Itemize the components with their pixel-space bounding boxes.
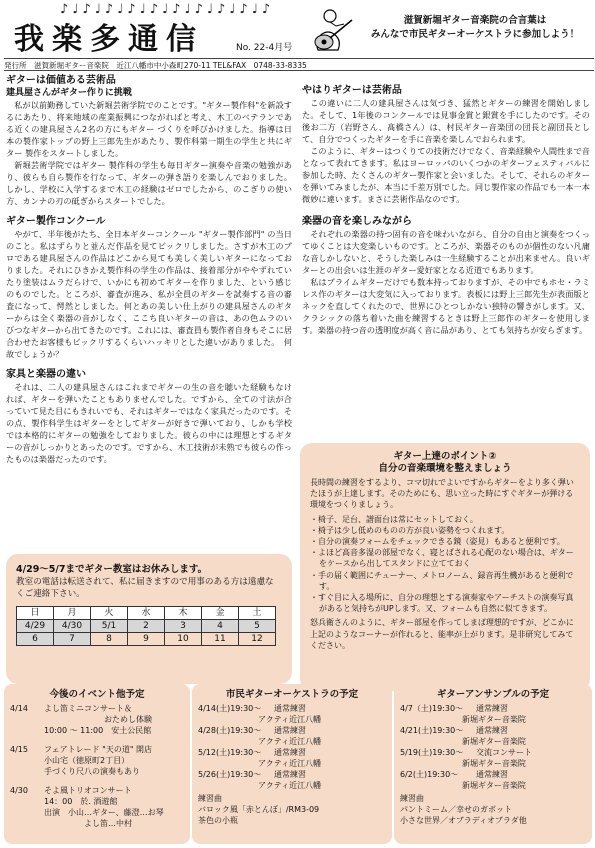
paragraph: このように、ギターはつくりての技術だけでなく、音楽経験や人間性まで音となって表れてきます。私はヨーロッパのいくつかのギターフェスティバルに参加した時、たくさんのギター製作家と会いました。そして、それらのギターを弾いてみましたが、本当に千差万別でした。同じ製作家の作品でも一本一本微妙に違います。まさに芸術作品なのです。 — [302, 146, 590, 204]
repertoire — [400, 793, 586, 826]
repertoire-item: パントミーム／幸せのガボット — [400, 805, 512, 814]
calendar-day-header: 土 — [239, 607, 276, 620]
paragraph: やがて、半年後がたち、全日本ギターコンクール "ギター製作部門" の当日のこと。私はずらりと並んだ作品を見てビックリしました。さすが木工のプロである建具屋さんの作品はどこから見ても美しく美しいギターになっておりました。それにひきかえ製作科の学生の作品は、接着部分がややずれていたり塗装はムラだらけで、いかにも初めてギターを作りました、という感じのものでした。ところが、審査が進み、私が全員のギターを試奏する音の審査になって、愕然としました。何とあの美しい仕上がりの建具屋さんのギターからは全く楽器の音がしなく、ここち良いギターの音は、あの色ムラのいびつなギターから出てきたのです。これには、審査員も製作者自身もそこに居合わせたお客様もビックリするくらいハッキリとした違いがありました。 何故でしょうか？ — [6, 229, 292, 359]
announcement — [362, 14, 588, 42]
event-date: 4/30 — [10, 786, 28, 795]
publisher-line: 発行所 滋賀新堀ギター音楽院 近江八幡市中小森町270-11 TEL&FAX 0748-33-8335 — [4, 58, 594, 71]
newsletter-title: 我楽多通信 — [14, 22, 204, 57]
paragraph: それぞれの楽器の持つ固有の音を味わいながら、自分の自由と演奏をつくってゆくことは大変楽しいものです。ところが、楽器そのものが個性のない凡庸な音しかしないと、そうした楽しみは一生経験することが出来ません。良いギターとの出会いは生涯のギター愛好家となる近道でもあります。 — [302, 229, 590, 275]
schedule-venue: 新堀ギター音楽院 — [462, 781, 526, 790]
repertoire-item: 小さな世界／オブラディオブラダ他 — [400, 816, 527, 825]
repertoire-heading: 練習曲 — [400, 794, 424, 803]
tips-item: ・よほど高音多湿の部屋でなく、寝とばされる心配のない場合は、ギターをケースから出してスタンドに立てておく — [310, 548, 574, 569]
schedule-date: 4/28(土)19:30～ — [198, 726, 262, 735]
ensemble-heading: ギターアンサンブルの予定 — [436, 689, 550, 700]
calendar-cell-closed: 4/30 — [54, 620, 91, 633]
ensemble-schedule-box — [394, 684, 592, 844]
event-line: 10:00 ～ 11:00 安土公民館 — [44, 726, 152, 735]
event-line: 手づくり尺八の演奏もあり — [44, 767, 140, 776]
guitar-tips-box — [300, 443, 590, 691]
calendar-day-header: 木 — [165, 607, 202, 620]
event-date: 4/14 — [10, 704, 28, 713]
tips-outro: 怒兵衛さんのように、ギター部屋を作ってしまば理想的ですが、どこかに上記のようなコーナーが作れると、能率が上がります。是非研究してみてください。 — [310, 618, 574, 650]
schedule-date: 5/12(土)19:30～ — [198, 748, 262, 757]
event-line: よし笛ミニコンサート＆ — [44, 704, 132, 713]
schedule-date: 5/19(土)19:30～ — [400, 748, 464, 757]
calendar-cell: 11 — [202, 633, 239, 646]
section-heading: やはりギターは芸術品 — [302, 85, 402, 96]
schedule-item — [400, 725, 586, 747]
paragraph: この違いに二人の建具屋さんは気づき、猛然とギターの練習を開始しました。そして、1年後のコンクールでは見事金賞と銀賞を手にしたのです。その後お二方（岩野さん、髙橋さん）は、村民ギター音楽団の団長と副団長として、自分でつくったギターを手に音楽を楽しんでおられます。 — [302, 98, 590, 144]
paragraph: 私が以前勤務していた新堀芸術学院でのことです。"ギター製作科"を新設するにあたり、将来地域の産業振興につながればと考え、木工のベテランである近くの建具屋さん2名の方にもギター づくりを呼びかけました。指導は日本の製作家トップの野上三郎先生があたり、製作科第一期生の学生と共にギター 製作をスタートしました。 — [6, 100, 292, 158]
schedule-date: 4/7（土)19:30～ — [400, 704, 464, 713]
schedule-content: 通常練習 — [476, 704, 508, 713]
paragraph: 私はプライムギターだけでも数本持っておりますが、その中でもホセ・ラミレス作のギターは大変気に入っております。表板には野上三郎先生が表面版とネックを直してくれたので、世界にひとつしかない独特の響きがします。又、クラシックの落ち着いた曲を練習するときは野上三郎作のギターを使用します。楽器の持つ音の透明度が高く音に品があり、とても気持ちが安らぎます。 — [302, 277, 590, 335]
calendar-cell: 12 — [239, 633, 276, 646]
schedule-content: 通常練習 — [476, 726, 508, 735]
announce-line-1: 滋賀新堀ギター音楽院の合言葉は — [403, 15, 547, 26]
guitar-player-icon — [300, 6, 358, 56]
schedule-content: 通常練習 — [274, 770, 306, 779]
event-date: 4/15 — [10, 745, 28, 754]
event-item — [10, 744, 184, 777]
schedule-item — [198, 703, 386, 725]
tips-subtitle: 自分の音楽環境を整えましょう — [378, 463, 512, 474]
schedule-venue: アクティ近江八幡 — [258, 781, 322, 790]
tips-item: ・自分の演奏フォームをチェックできる鏡（姿見）もあると便利です。 — [310, 537, 565, 547]
schedule-date: 6/2(土)19:30～ — [400, 770, 459, 779]
schedule-content: 通常練習 — [274, 726, 306, 735]
calendar-cell-closed: 4/29 — [17, 620, 54, 633]
schedule-content: 交流コンサート — [476, 748, 532, 757]
schedule-venue: アクティ近江八幡 — [258, 737, 322, 746]
section-heading: ギター製作コンクール — [6, 216, 106, 227]
calendar-cell: 8 — [91, 633, 128, 646]
orchestra-heading: 市民ギターオーケストラの予定 — [225, 689, 359, 700]
schedule-date: 5/26(土)19:30～ — [198, 770, 262, 779]
schedule-item — [400, 747, 586, 769]
calendar-day-header: 火 — [91, 607, 128, 620]
music-notes-decoration: ♪♩♪♩♪♩♪♩♪♩♪♩♪♩♪♩♪♩♪ — [60, 2, 275, 17]
schedule-content: 通常練習 — [274, 748, 306, 757]
tips-title: ギター上達のポイント② — [393, 451, 497, 462]
event-line: フェアトレード "天の道" 開店 — [44, 745, 153, 754]
closure-heading: 4/29～5/7までギター教室はお休みします。 — [16, 564, 208, 575]
event-line: 14：00 於. 酒遊館 — [44, 797, 118, 806]
event-line: 小山宅（徳原町2丁目） — [44, 756, 130, 765]
announce-line-2: みんなで市民ギターオーケストラに参加しよう！ — [370, 29, 580, 40]
calendar-cell-closed: 4 — [202, 620, 239, 633]
schedule-venue: 新堀ギター音楽院 — [462, 759, 526, 768]
event-line: おためし体験 — [104, 715, 152, 724]
calendar-cell-closed: 5 — [239, 620, 276, 633]
schedule-item — [400, 703, 586, 725]
schedule-venue: アクティ近江八幡 — [258, 759, 322, 768]
calendar-cell-closed: 7 — [54, 633, 91, 646]
paragraph: それは、二人の建具屋さんはこれまでギターの生の音を聴いた経験もなければ、ギターを弾いたこともありませんでした。ですから、全ての寸法が合っていて見た目にもきれいでも、それはギターではなく家具だったのです。その点、製作科学生はギターをとしてギターが好きで弾いており、しかも学校では本格的にギターの勉強をしておりました。彼らの中には理想とするギターの音がしっかりとあったのです。ですから、木工技術が未熟でも彼らの作ったものは楽器だったのです。 — [6, 382, 292, 464]
article-subheading: 建具屋さんがギター作りに挑戦 — [6, 88, 132, 98]
article-left — [6, 74, 292, 465]
tips-list — [310, 514, 580, 615]
tips-item: ・すぐ目に入る場所に、自分の理想とする演奏家やアーチストの演奏写真があると気持ちがUPします。又、フォームも自然に似てきます。 — [310, 593, 574, 614]
calendar-cell: 10 — [165, 633, 202, 646]
orchestra-schedule-box — [192, 684, 392, 844]
tips-item: ・椅子は少し低めのものの方が良い姿勢をつくれます。 — [310, 525, 510, 535]
calendar-cell-closed: 3 — [165, 620, 202, 633]
event-item — [10, 703, 184, 736]
schedule-content: 通常練習 — [274, 704, 306, 713]
masthead — [0, 0, 595, 62]
section-heading: 家具と楽器の違い — [6, 369, 86, 380]
calendar-day-header: 月 — [54, 607, 91, 620]
repertoire-heading: 練習曲 — [198, 794, 222, 803]
calendar-day-header: 日 — [17, 607, 54, 620]
holiday-closure-box — [6, 554, 292, 684]
tips-item: ・椅子、足台、譜面台は常にセットしておく。 — [310, 514, 478, 524]
event-item — [10, 785, 184, 829]
event-line: 出演 小山…ギター、藤澄…お琴 — [44, 808, 164, 817]
schedule-venue: 新堀ギター音楽院 — [462, 737, 526, 746]
closure-text: 教室の電話は転送されて、私に届きますので用事のある方は遠慮なくご連絡下さい。 — [16, 577, 274, 599]
calendar-cell: 9 — [128, 633, 165, 646]
schedule-date: 4/14(土)19:30～ — [198, 704, 262, 713]
event-line: よし笛…中村 — [84, 819, 132, 828]
repertoire-item: バロック風「赤とんぼ」/RM3-09 — [198, 805, 320, 814]
repertoire-item: 茶色の小瓶 — [198, 816, 238, 825]
schedule-list — [400, 703, 586, 791]
schedule-list — [198, 703, 386, 791]
schedule-venue: 新堀ギター音楽院 — [462, 715, 526, 724]
schedule-date: 4/21(土)19:30～ — [400, 726, 464, 735]
tips-intro: 長時間の練習をするより、コマ切れでよいですからギターをより多く弾いたほうが上達します。そのためにも、思い立った時にすぐギターが弾ける環境をつくりましょう。 — [310, 478, 574, 510]
events-heading: 今後のイベント他予定 — [49, 689, 145, 700]
calendar-cell-closed: 2 — [128, 620, 165, 633]
schedule-item — [198, 725, 386, 747]
schedule-item — [198, 747, 386, 769]
schedule-content: 通常練習 — [476, 770, 508, 779]
tips-item: ・手の届く範囲にチューナー、メトロノーム、録音再生機があると便利です。 — [310, 570, 574, 591]
calendar-day-header: 金 — [202, 607, 239, 620]
paragraph: 新堀芸術学院ではギター 製作科の学生も毎日ギター演奏や音楽の勉強があり、彼らも自ら製作を行なって、ギターの弾き語りを楽しんでおりました。しかし、学校に入学するまで木工の経験はゼロでしたから、のこぎりの使い方、カンナの刃の砥ぎからスタートでした。 — [6, 160, 292, 206]
calendar-day-header: 水 — [128, 607, 165, 620]
schedule-venue: アクティ近江八幡 — [258, 715, 322, 724]
calendar-cell-closed: 5/1 — [91, 620, 128, 633]
schedule-item — [400, 769, 586, 791]
calendar-cell-closed: 6 — [17, 633, 54, 646]
holiday-calendar — [16, 606, 276, 646]
schedule-item — [198, 769, 386, 791]
issue-number: No. 22-4月号 — [236, 43, 293, 53]
article-right — [302, 74, 590, 336]
event-line: そよ風トリオコンサート — [44, 786, 132, 795]
events-box — [4, 684, 190, 844]
article-heading: ギターは価値ある芸術品 — [6, 75, 116, 86]
repertoire — [198, 793, 386, 826]
section-heading: 楽器の音を楽しみながら — [302, 216, 412, 227]
